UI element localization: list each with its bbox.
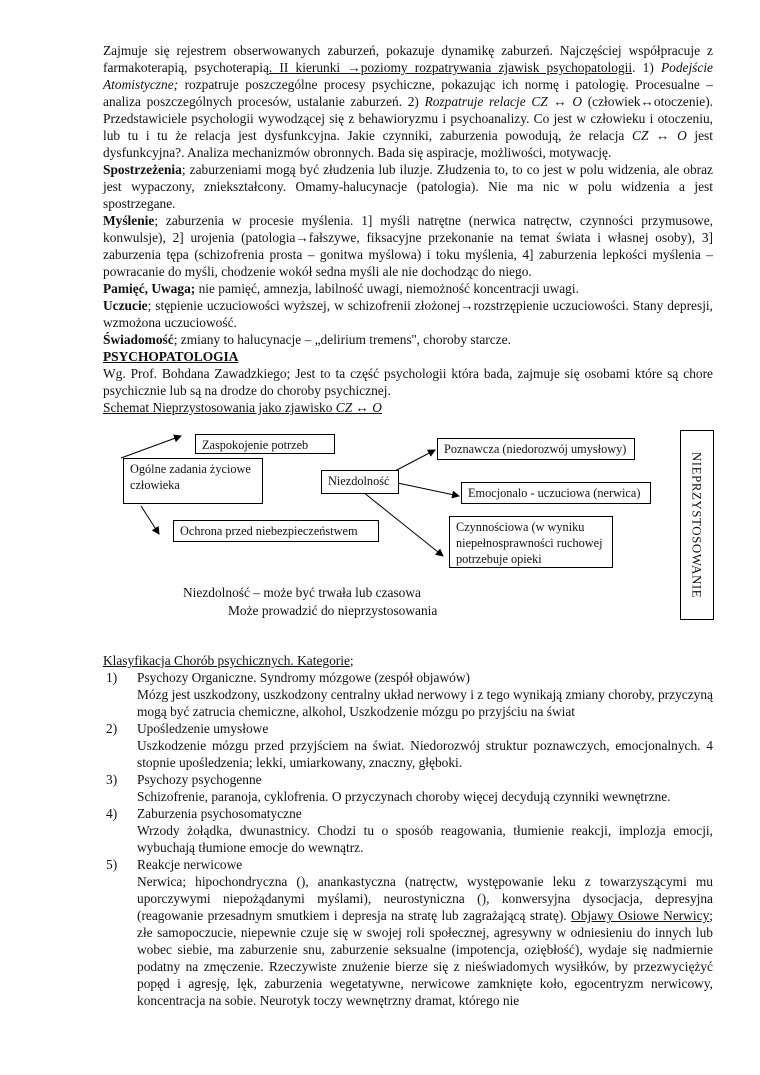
list-item: 2) Upośledzenie umysłowe Uszkodzenie mózgu przed przyjściem na świat. Niedorozwój struktur poznawczych, emocjonalnych. 4 stopnie upośledzenia; lekki, umiarkowany, znaczny, głęboki.	[106, 721, 713, 770]
box-emocjonalo: Emocjonalo - uczuciowa (nerwica)	[461, 482, 651, 504]
categories-list	[103, 669, 713, 1009]
spostrzezenia-paragraph: Spostrzeżenia; zaburzeniami mogą być złudzenia lub iluzje. Złudzenia to, to co jest w polu widzenia, ale obraz jest wypaczony, zniekształcony. Omamy-halucynacje (patologia). Nie ma nic w polu widzenia a jest spostrzegane.	[103, 162, 713, 211]
intro-paragraph: Zajmuje się rejestrem obserwowanych zaburzeń, pokazuje dynamikę zaburzeń. Najczęściej współpracuje z farmakoterapią, psychoterapią. II kierunki →poziomy rozpatrywania zjawisk psychopatologii. 1) Podejście Atomistyczne; rozpatruje poszczególne procesy psychiczne, pokazując ich normę i patologię. Procesualne – analiza poszczególnych procesów, ustalanie zaburzeń. 2) Rozpatruje relacje CZ ↔ O (człowiek↔otoczenie). Przedstawiciele psychologii wywodzącej się z behawioryzmu i psychoanalizy. Co jest w człowieku i otoczeniu, lub tu i tu że relacja jest dysfunkcyjna. Jakie czynniki, zaburzenia powodują, że relacja CZ ↔ O jest dysfunkcyjna?. Analiza mechanizmów obronnych. Bada się aspiracje, możliwości, motywację.	[103, 43, 714, 160]
pamiec-paragraph: Pamięć, Uwaga; nie pamięć, amnezja, labilność uwagi, niemożność koncentracji uwagi.	[103, 281, 579, 296]
box-niezdolnosc: Niezdolność	[321, 470, 399, 494]
box-nieprzystosowanie: NIEPRZYSTOSOWANIE	[680, 430, 714, 620]
uczucie-paragraph: Uczucie; stępienie uczuciowości wyższej, w schizofrenii złożonej→rozstrzępienie uczuciowości. Stany depresji, wzmożona uczuciowość.	[103, 298, 713, 330]
maladjustment-diagram	[103, 420, 713, 620]
box-czynnosciowa: Czynnościowa (w wyniku niepełnosprawności ruchowej potrzebuje opieki	[449, 516, 613, 568]
list-item: 5) Reakcje nerwicowe Nerwica; hipochondryczna (), anankastyczna (natręctw, występowanie leku z towarzyszącymi mu uporczywymi niepożądanymi myślami), neurostyniczna (), konwersyjna dysocjacja, depresyjna (reagowanie przesadnym smutkiem i depresja na stratę lub zagrażającą stratę). Objawy Osiowe Nerwicy; złe samopoczucie, niepewnie czuje się w swojej roli społecznej, agresywny w odniesieniu do innych lub wobec siebie, ma zaburzenie snu, zaburzenie seksualne (impotencja, oziębłość), wydaje się nadmiernie podatny na zmęczenie. Rzeczywiste znużenie bierze się z nieświadomych wysiłków, by przezwyciężyć popęd i agresję, lęk, zaburzenia wegetatywne, nerwicowe zamknięte koło, egocentryzm nerwicowy, koncentracja na sobie. Neurotyk toczy wewnętrzny dramat, którego nie	[106, 857, 713, 1008]
klasyfikacja-title: Klasyfikacja Chorób psychicznych. Kategorie;	[103, 653, 354, 668]
note-niezdolnosc: Niezdolność – może być trwała lub czasowa	[183, 585, 421, 600]
arrow-to-emocjonalo	[393, 482, 459, 496]
box-ogolne: Ogólne zadania życiowe człowieka	[123, 458, 263, 504]
section-heading: PSYCHOPATOLOGIA	[103, 349, 239, 364]
myslenie-paragraph: Myślenie; zaburzenia w procesie myślenia. 1] myśli natrętne (nerwica natręctw, czynności przymusowe, konwulsje), 2] urojenia (patologia→fałszywe, fiksacyjne przekonanie na temat świata i własnej osoby), 3] zaburzenia tępa (schizofrenia prosta – gonitwa myślowa) i toku myślenia, 4] zaburzenia lepkości myślenia – powracanie do myśli, chodzenie wokół sedna myśli ale nie dochodząc do niego.	[103, 213, 713, 279]
underlined-phrase: . II kierunki →poziomy rozpatrywania zjawisk psychopatologii	[268, 60, 633, 75]
document-page	[103, 42, 713, 1009]
box-zaspokojenie: Zaspokojenie potrzeb	[195, 434, 335, 454]
list-item: 1) Psychozy Organiczne. Syndromy mózgowe (zespół objawów) Mózg jest uszkodzony, uszkodzony centralny układ nerwowy i z tego wynikają zmiany choroby, przyczyną mogą być zatrucia chemiczne, alkohol, Uszkodzenie mózgu po przyjściu na świat	[106, 670, 713, 719]
arrow-to-poznawcza	[393, 450, 435, 472]
psychopatologia-definition: Wg. Prof. Bohdana Zawadzkiego; Jest to ta część psychologii która bada, zajmuje się osobami które są chore psychicznie lub są na drodze do choroby psychicznej.	[103, 366, 713, 398]
arrow-to-ochrona	[141, 506, 159, 534]
note-prowadzic: Może prowadzić do nieprzystosowania	[228, 603, 438, 618]
list-item: 3) Psychozy psychogenne Schizofrenie, paranoja, cyklofrenia. O przyczynach choroby więcej decydują czynniki wewnętrzne.	[106, 772, 671, 804]
box-poznawcza: Poznawcza (niedorozwój umysłowy)	[437, 438, 635, 460]
schemat-title: Schemat Nieprzystosowania jako zjawisko CZ ↔ O	[103, 400, 382, 415]
box-ochrona: Ochrona przed niebezpieczeństwem	[173, 520, 379, 542]
list-item: 4) Zaburzenia psychosomatyczne Wrzody żołądka, dwunastnicy. Chodzi tu o sposób reagowania, tłumienie reakcji, implozja emocji, wybuchają tłumione emocje do wewnątrz.	[106, 806, 713, 855]
arrow-to-zaspokojenie	[121, 436, 181, 458]
swiadomosc-paragraph: Świadomość; zmiany to halucynacje – „delirium tremens'', choroby starcze.	[103, 332, 511, 347]
